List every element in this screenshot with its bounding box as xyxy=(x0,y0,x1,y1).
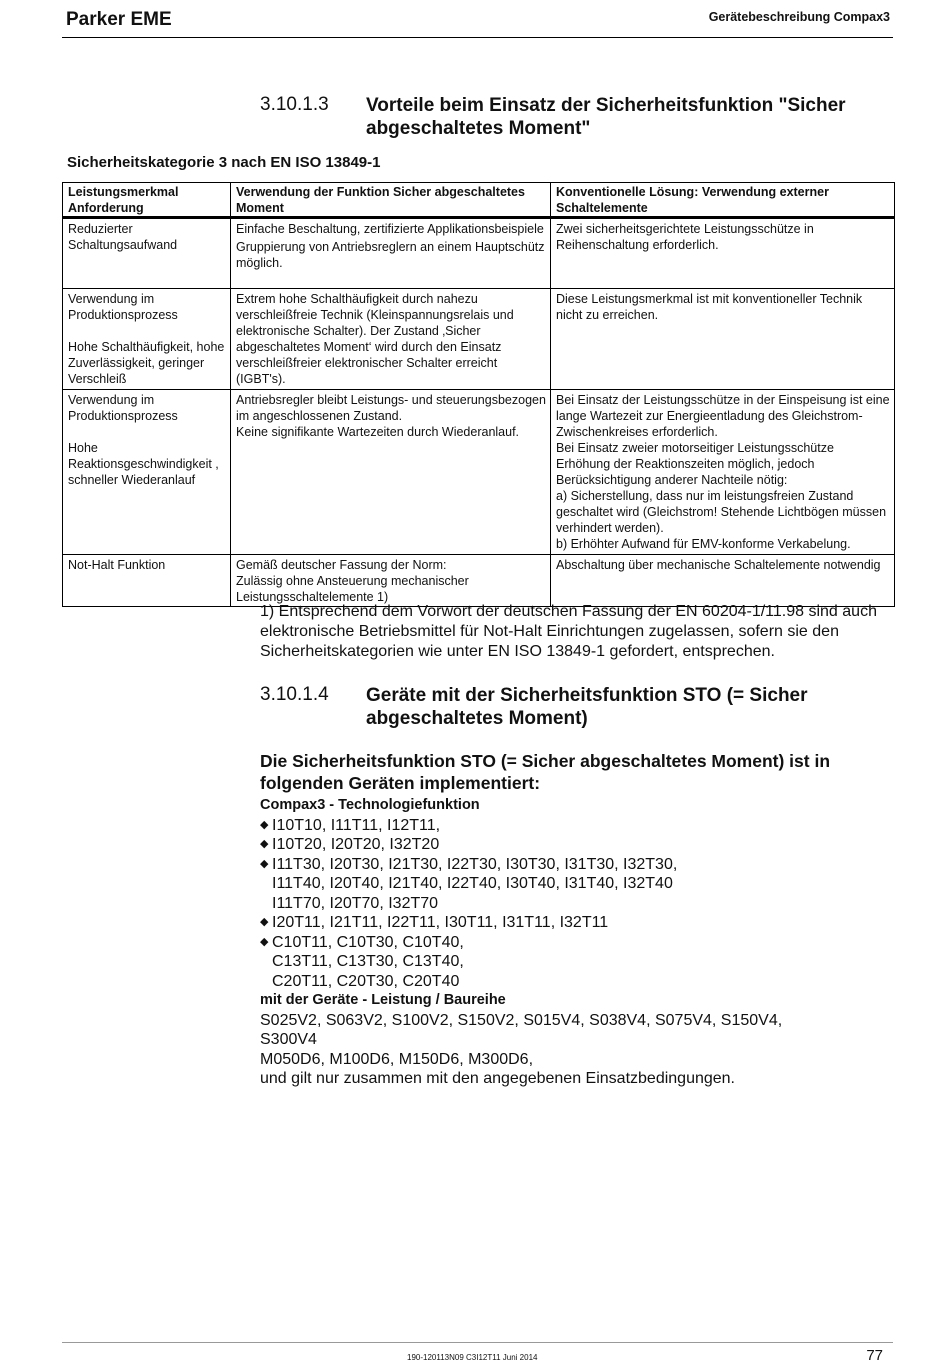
diamond-bullet-icon: ◆ xyxy=(260,838,269,850)
list-item-text: C13T11, C13T30, C13T40, xyxy=(272,953,464,970)
device-series-line: M050D6, M100D6, M150D6, M300D6, xyxy=(260,1050,534,1068)
list-item-text: I11T40, I20T40, I21T40, I22T40, I30T40, I31T40, I32T40 xyxy=(272,875,673,892)
table-row xyxy=(63,289,895,390)
table-cell xyxy=(63,289,231,390)
page-number: 77 xyxy=(866,1347,883,1364)
cell-text: Verwendung im Produktionsprozess xyxy=(68,292,178,322)
list-item xyxy=(260,835,900,855)
list-item xyxy=(260,816,900,836)
table-cell xyxy=(231,390,551,555)
cell-text: Not-Halt Funktion xyxy=(68,558,166,572)
table-header-row xyxy=(63,183,895,218)
section-number-3-10-1-4: 3.10.1.4 xyxy=(260,684,329,705)
table-cell xyxy=(551,555,895,607)
table-cell xyxy=(63,555,231,607)
list-item-text: C20T11, C20T30, C20T40 xyxy=(272,972,460,990)
table-cell xyxy=(231,289,551,390)
table-row xyxy=(63,390,895,555)
cell-text: Zulässig ohne Ansteuerung mechanischer Leistungsschaltelemente 1) xyxy=(236,574,469,604)
diamond-bullet-icon: ◆ xyxy=(260,916,269,928)
section-title-3-10-1-3: Vorteile beim Einsatz der Sicherheitsfunktion "Sicher abgeschaltetes Moment" xyxy=(366,95,846,139)
list-item-text: I20T11, I21T11, I22T11, I30T11, I31T11, I32T11 xyxy=(272,914,609,931)
table-header-cell: Verwendung der Funktion Sicher abgeschaltetes Moment xyxy=(231,183,551,218)
table-cell xyxy=(231,218,551,289)
table-footnote: 1) Entsprechend dem Vorwort der deutschen Fassung der EN 60204-1/11.98 sind auch elektronische Betriebsmittel für Not-Halt Einrichtungen zugelassen, sofern sie den Sicherheitskategorien wie unter EN ISO 13849-1 gefordert, entsprechen. xyxy=(260,603,877,660)
device-series-line: S300V4 xyxy=(260,1031,317,1048)
cell-text: Hohe Reaktionsgeschwindigkeit , schneller Wiederanlauf xyxy=(68,441,219,487)
table-cell xyxy=(63,390,231,555)
list-item-text: I11T70, I20T70, I32T70 xyxy=(272,894,439,912)
header-rule xyxy=(62,37,893,38)
header-doc-title: Gerätebeschreibung Compax3 xyxy=(708,10,890,24)
device-group-title: mit der Geräte - Leistung / Baureihe xyxy=(260,992,506,1008)
cell-text: Reduzierter Schaltungsaufwand xyxy=(68,222,178,252)
cell-text: Diese Leistungsmerkmal ist mit konventioneller Technik nicht zu erreichen. xyxy=(556,292,863,322)
list-item-text: C10T11, C10T30, C10T40, xyxy=(272,933,464,951)
table-cell xyxy=(231,555,551,607)
cell-text: Gruppierung von Antriebsreglern an einem Hauptschütz möglich. xyxy=(236,240,545,270)
cell-text: Hohe Schalthäufigkeit, hohe Zuverlässigkeit, geringer Verschleiß xyxy=(68,340,225,386)
cell-text: b) Erhöhter Aufwand für EMV-konforme Verkabelung. xyxy=(556,537,851,551)
table-header-cell: Leistungsmerkmal Anforderung xyxy=(63,183,231,218)
table-row xyxy=(63,218,895,289)
comparison-table xyxy=(62,182,895,607)
cell-text: Zwei sicherheitsgerichtete Leistungsschütze in Reihenschaltung erforderlich. xyxy=(556,222,814,252)
table-cell xyxy=(551,218,895,289)
list-item-text: I10T20, I20T20, I32T20 xyxy=(272,836,440,853)
cell-text: Abschaltung über mechanische Schaltelemente notwendig xyxy=(556,558,881,572)
cell-text: Bei Einsatz der Leistungsschütze in der Einspeisung ist eine lange Wartezeit zur Energieentladung des Gleichstrom-Zwischenkreises erforderlich. xyxy=(556,393,890,439)
diamond-bullet-icon: ◆ xyxy=(260,935,269,948)
cell-text: Antriebsregler bleibt Leistungs- und steuerungsbezogen im angeschlossenen Zustand. xyxy=(236,393,546,423)
footer-doc-code: 190-120113N09 C3I12T11 Juni 2014 xyxy=(407,1353,538,1362)
closing-sentence: und gilt nur zusammen mit den angegebenen Einsatzbedingungen. xyxy=(260,1070,735,1087)
device-group-title: Compax3 - Technologiefunktion xyxy=(260,797,480,813)
cell-text: Einfache Beschaltung, zertifizierte Applikationsbeispiele xyxy=(236,222,544,236)
sto-lead-paragraph: Die Sicherheitsfunktion STO (= Sicher abgeschaltetes Moment) ist in folgenden Geräten implementiert: xyxy=(260,751,831,793)
cell-text: Bei Einsatz zweier motorseitiger Leistungsschütze Erhöhung der Reaktionszeiten möglich, jedoch Berücksichtigung anderer Nachteile nötig: xyxy=(556,441,834,487)
table-cell xyxy=(551,390,895,555)
table-row xyxy=(63,555,895,607)
table-header-cell: Konventionelle Lösung: Verwendung externer Schaltelemente xyxy=(551,183,895,218)
cell-text: Verwendung im Produktionsprozess xyxy=(68,393,178,423)
cell-text: a) Sicherstellung, dass nur im leistungsfreien Zustand geschaltet wird (Gleichstrom! Stehende Lichtbögen müssen verhindert werden). xyxy=(556,489,887,535)
list-item xyxy=(260,933,900,992)
diamond-bullet-icon: ◆ xyxy=(260,818,269,831)
header-brand: Parker EME xyxy=(66,9,172,30)
section-number-3-10-1-3: 3.10.1.3 xyxy=(260,94,329,115)
section-title-3-10-1-4: Geräte mit der Sicherheitsfunktion STO (= Sicher abgeschaltetes Moment) xyxy=(366,685,808,729)
table-cell xyxy=(551,289,895,390)
list-item-text: I10T10, I11T11, I12T11, xyxy=(272,816,441,834)
footer-rule xyxy=(62,1342,893,1343)
cell-text: Extrem hohe Schalthäufigkeit durch nahezu verschleißfreie Technik (Kleinspannungsrelais und elektronische Schalter). Der Zustand ‚Sicher abgeschaltetes Moment‘ wird durch den Einsatz verschleißfreier elektronischer Schalter erreicht (IGBT's). xyxy=(236,292,514,386)
safety-category-heading: Sicherheitskategorie 3 nach EN ISO 13849-1 xyxy=(67,154,381,171)
list-item-text: I11T30, I20T30, I21T30, I22T30, I30T30, I31T30, I32T30, xyxy=(272,855,678,873)
cell-text: Keine signifikante Wartezeiten durch Wiederanlauf. xyxy=(236,425,520,439)
list-item xyxy=(260,913,900,933)
device-list xyxy=(260,796,900,1089)
list-item xyxy=(260,855,900,914)
device-series-line: S025V2, S063V2, S100V2, S150V2, S015V4, S038V4, S075V4, S150V4, xyxy=(260,1011,783,1029)
cell-text: Gemäß deutscher Fassung der Norm: xyxy=(236,558,447,572)
diamond-bullet-icon: ◆ xyxy=(260,857,269,870)
table-cell xyxy=(63,218,231,289)
